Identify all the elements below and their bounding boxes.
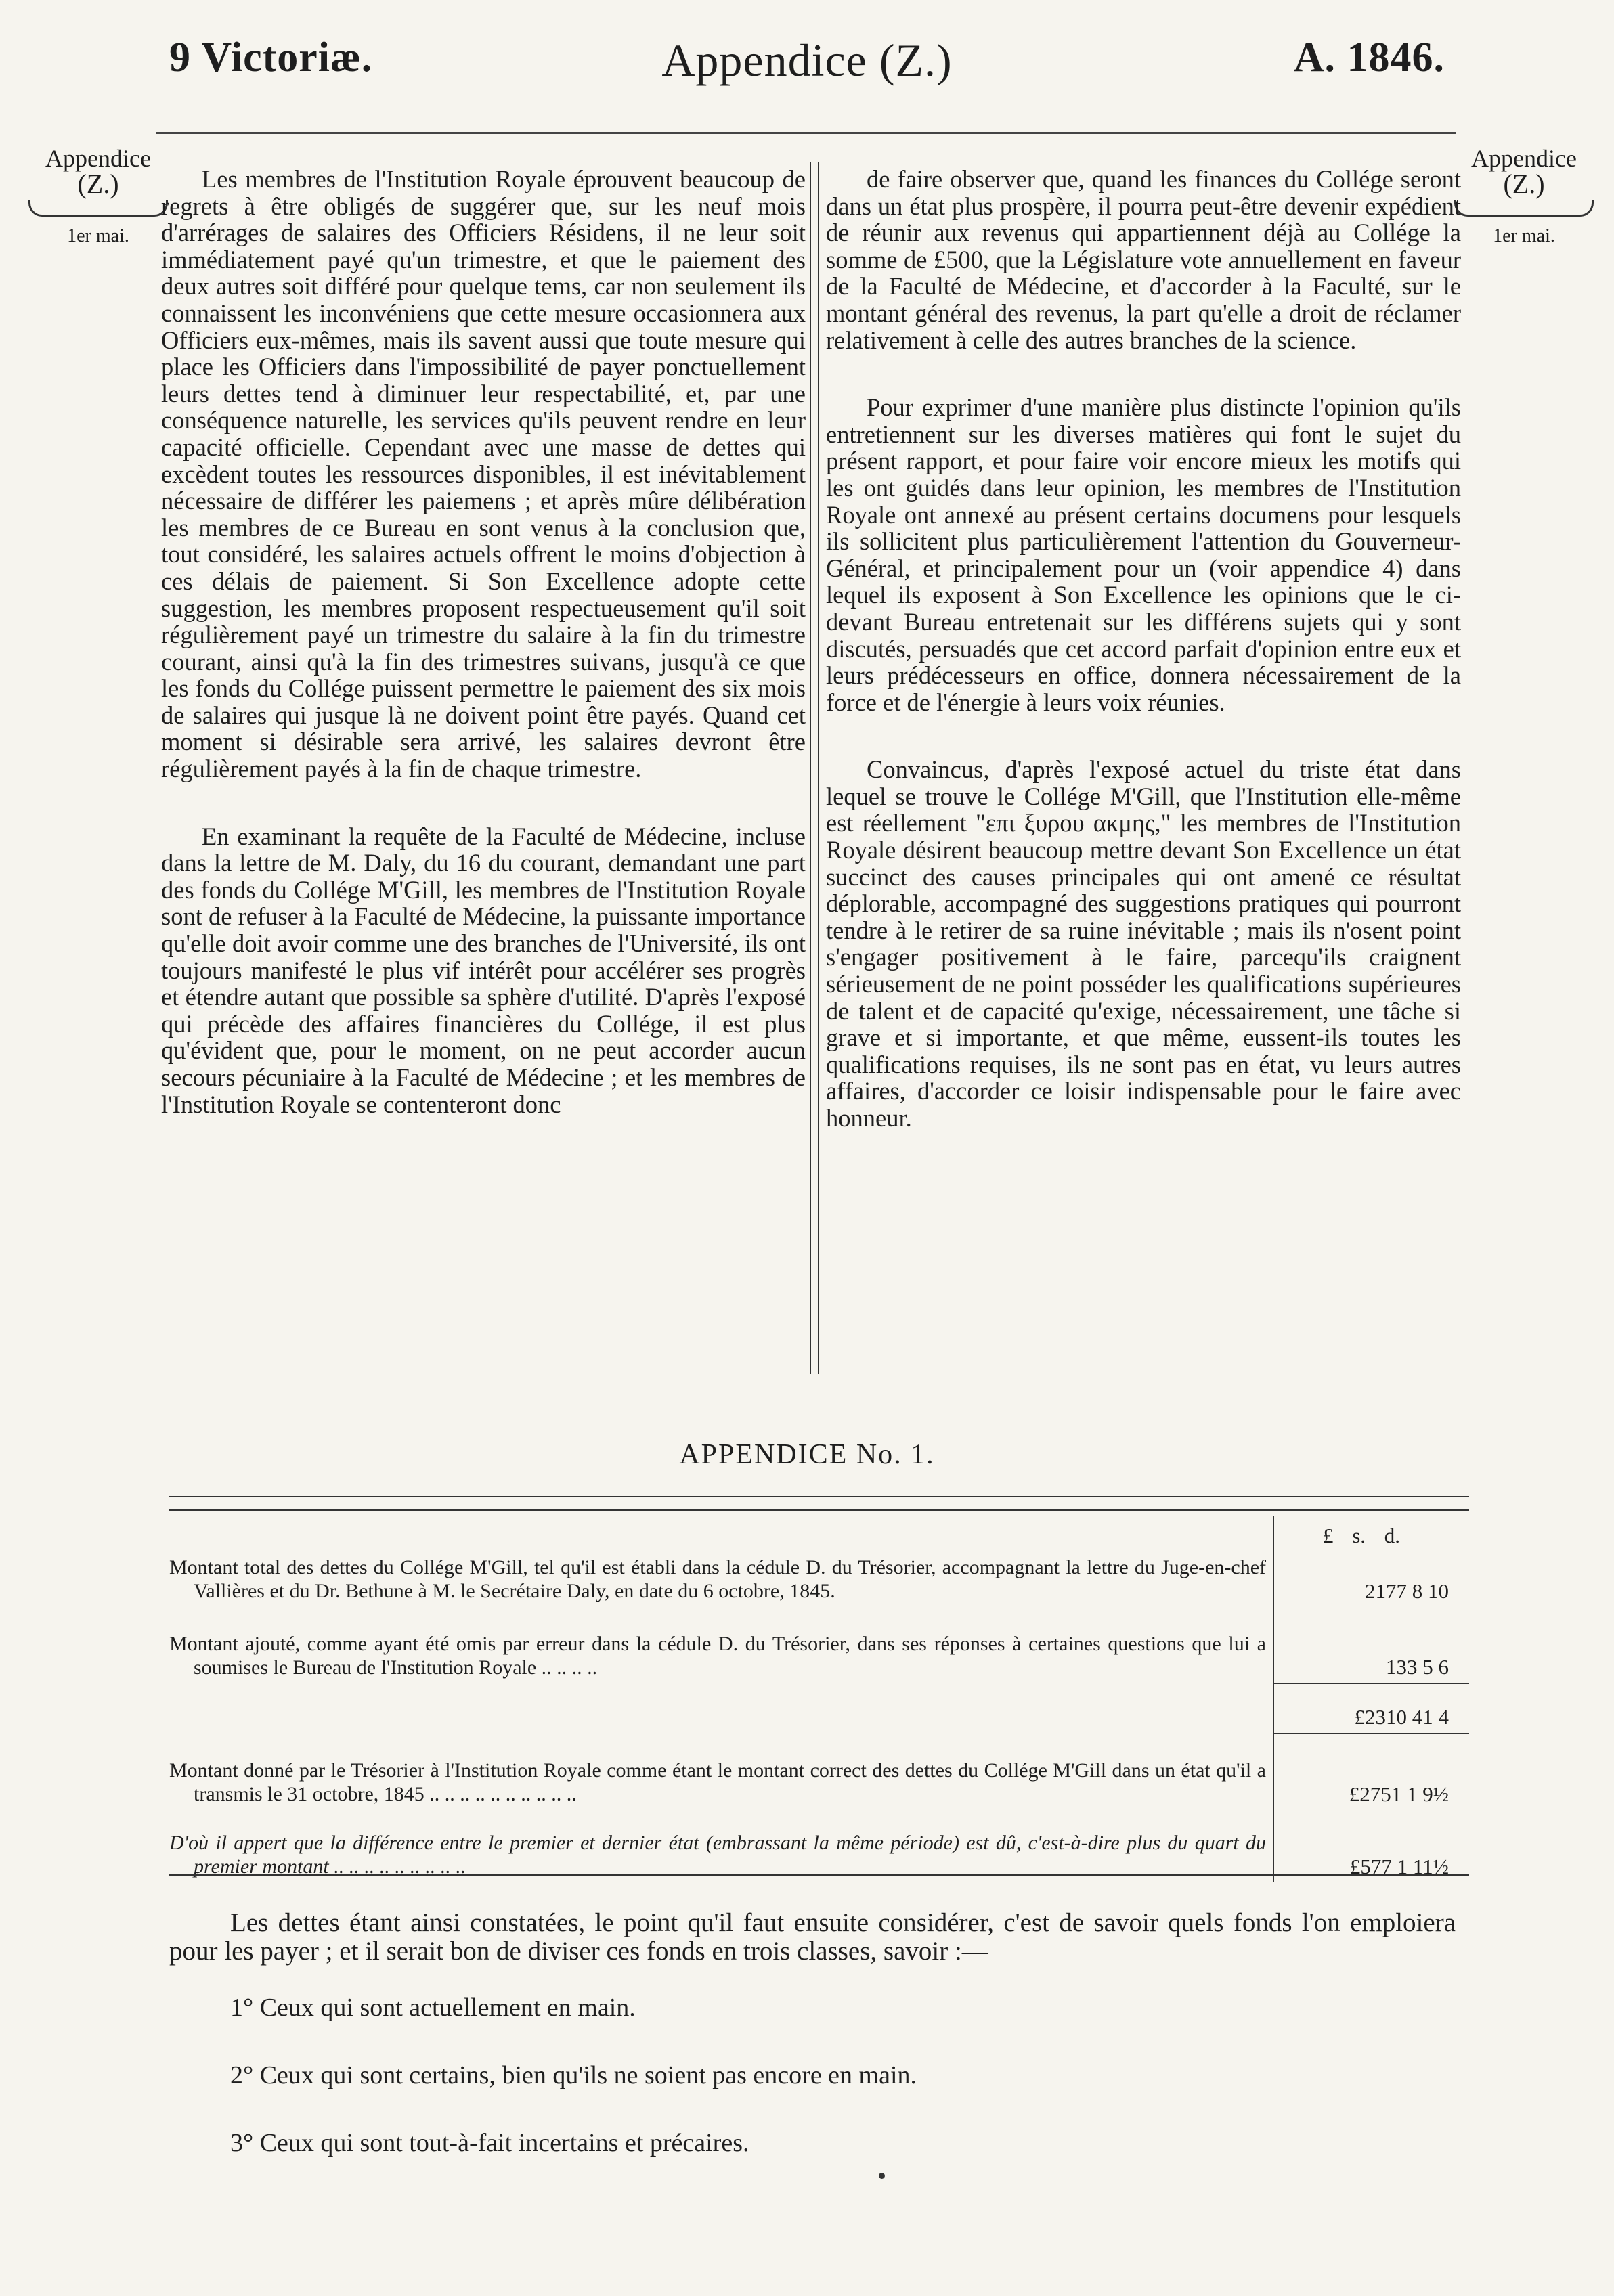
margin-note-left-title: Appendice xyxy=(45,145,151,172)
table-row xyxy=(169,1607,1469,1683)
closing-paragraph: Les dettes étant ainsi constatées, le point qu'il faut ensuite considérer, c'est de savoir quels fonds l'on emploiera pour les payer ; et il serait bon de diviser ces fonds en trois classes, savoir :— xyxy=(169,1908,1456,1966)
row-amount: 133 5 6 xyxy=(1273,1607,1469,1683)
table-row xyxy=(169,1551,1469,1607)
row-amount: £2751 1 9½ xyxy=(1273,1734,1469,1810)
table-row xyxy=(169,1734,1469,1810)
header-year: A. 1846. xyxy=(1293,35,1445,81)
right-paragraph-1: de faire observer que, quand les finances du Collége seront dans un état plus prospère, il pourra peut-être devenir expédient de réunir aux revenus qui appartiennent déjà au Collége la somme de £500, que la Législature vote annuellement en faveur de la Faculté de Médecine, et d'accorder à la Faculté, sur le montant général des revenus, la part qu'elle a droit de réclamer relativement à celle des autres branches de la science. xyxy=(826,165,1461,354)
page-header xyxy=(162,34,1452,95)
header-title: Appendice (Z.) xyxy=(661,35,953,86)
left-paragraph-2: En examinant la requête de la Faculté de Médecine, incluse dans la lettre de M. Daly, du 16 du courant, demandant une part des fonds du Collége M'Gill, les membres de l'Institution Royale sont de refuser à la Faculté de Médecine, la puissante importance qu'elle doit avoir comme une des branches de l'Université, ils ont toujours manifesté le plus vif intérêt pour accélérer ses progrès et étendre autant que possible sa sphère d'utilité. D'après l'exposé qui précède des affaires financières du Collége, il est plus qu'évident que, pour le moment, on ne peut accorder aucun secours pécuniaire à la Faculté de Médecine ; et les membres de l'Institution Royale se contenteront donc xyxy=(161,822,806,1118)
margin-brace-icon xyxy=(28,200,168,217)
debts-table xyxy=(169,1516,1469,1882)
list-item: 3° Ceux qui sont tout-à-fait incertains et précaires. xyxy=(230,2129,749,2157)
margin-brace-icon xyxy=(1454,200,1594,217)
left-paragraph-1: Les membres de l'Institution Royale éprouvent beaucoup de regrets à être obligés de suggérer que, sur les neuf mois d'arrérages de salaires des Officiers Résidens, il ne leur soit immédiatement payé qu'un trimestre, et que le paiement des deux autres soit différé pour quelque tems, car non seulement ils connaissent les inconvéniens que cette mesure occasionnera aux Officiers eux-mêmes, mais ils savent aussi que toute mesure qui place les Officiers dans l'impossibilité de payer ponctuellement leurs dettes tend à diminuer leur respectabilité, et, par une conséquence naturelle, les services qu'ils peuvent rendre en leur capacité officielle. Cependant avec une masse de dettes qui excèdent toutes les ressources disponibles, il est inévitablement nécessaire de différer les paiemens ; et après mûre délibération les membres de ce Bureau en sont venus à la conclusion que, tout considéré, les salaires actuels offrent le moins d'objection à ces délais de paiement. Si Son Excellence adopte cette suggestion, les membres proposent respectueusement qu'il soit régulièrement payé un trimestre du salaire à la fin du trimestre courant, ainsi qu'à la fin des trimestres suivans, jusqu'à ce que les fonds du Collége puissent permettre le paiement des six mois de salaires qui jusque là ne doivent point être payés. Quand cet moment si désirable sera arrivé, les salaires devront être régulièrement payés à la fin de chaque trimestre. xyxy=(161,165,806,783)
table-row xyxy=(169,1516,1469,1551)
right-column xyxy=(826,166,1461,1132)
margin-note-right xyxy=(1446,146,1602,249)
table-row xyxy=(169,1683,1469,1734)
margin-note-right-date: 1er mai. xyxy=(1493,225,1555,246)
row-amount: 2177 8 10 xyxy=(1273,1551,1469,1607)
column-divider xyxy=(810,162,819,1374)
right-paragraph-2: Pour exprimer d'une manière plus distincte l'opinion qu'ils entretiennent sur les diverses matières qui font le sujet du présent rapport, et pour faire voir encore mieux les motifs qui les ont guidés dans leur opinion, les membres de l'Institution Royale ont annexé au présent certains documens pour lesquels ils sollicitent plus particulièrement l'attention du Gouverneur-Général, et principalement pour un (voir appendice 4) dans lequel ils exposent à Son Excellence les opinions que le ci-devant Bureau entretenait sur les différens sujets qui y sont discutés, persuadés que cet accord parfait d'opinion entre eux et leurs prédécesseurs en office, donnera nécessairement de la force et de l'énergie à leurs voix réunies. xyxy=(826,393,1461,716)
row-description: D'où il appert que la différence entre le premier et dernier état (embrassant la même période) est dû, c'est-à-dire plus du quart du premier montant .. .. .. .. .. .. .. .. .. xyxy=(169,1832,1266,1878)
fund-classes-list xyxy=(230,1993,1381,2196)
pence-header: d. xyxy=(1384,1524,1401,1547)
appendix-rule xyxy=(169,1509,1469,1511)
shillings-header: s. xyxy=(1352,1524,1366,1547)
header-rule xyxy=(156,132,1456,134)
list-item: 2° Ceux qui sont certains, bien qu'ils ne soient pas encore en main. xyxy=(230,2061,917,2090)
margin-note-right-title: Appendice xyxy=(1471,145,1577,172)
ink-dot-icon xyxy=(879,2173,885,2179)
table-bottom-rule xyxy=(169,1874,1469,1876)
margin-note-left-letter: (Z.) xyxy=(77,169,119,199)
margin-note-left-date: 1er mai. xyxy=(67,225,129,246)
margin-note-left xyxy=(20,146,176,249)
left-column xyxy=(161,166,806,1118)
currency-header xyxy=(1273,1516,1469,1551)
appendix-title: APPENDICE No. 1. xyxy=(679,1439,935,1470)
header-session: 9 Victoriæ. xyxy=(169,35,373,81)
appendix-rule xyxy=(169,1496,1469,1497)
table-row xyxy=(169,1810,1469,1882)
list-item: 1° Ceux qui sont actuellement en main. xyxy=(230,1993,636,2022)
row-description: Montant total des dettes du Collége M'Gill, tel qu'il est établi dans la cédule D. du Trésorier, accompagnant la lettre du Juge-en-chef Vallières et du Dr. Bethune à M. le Secrétaire Daly, en date du 6 octobre, 1845. xyxy=(169,1556,1266,1602)
row-description: Montant donné par le Trésorier à l'Institution Royale comme étant le montant correct des dettes du Collége M'Gill dans un état qu'il a transmis le 31 octobre, 1845 .. .. .. .. .. .. .. .. .. .. xyxy=(169,1759,1266,1805)
right-paragraph-3: Convaincus, d'après l'exposé actuel du triste état dans lequel se trouve le Collége M'Gill, que l'Institution elle-même est réellement "επι ξυρου ακμης," les membres de l'Institution Royale désirent beaucoup mettre devant Son Excellence un état succinct des causes principales qui ont amené ce résultat déplorable, accompagné des suggestions pratiques qui pourront tendre à le retirer de sa ruine inévitable ; mais ils n'osent point s'engager positivement à le faire, parcequ'ils craignent sérieusement de ne point posséder les qualifications supérieures de talent et de capacité qu'exige, nécessairement, une tâche si grave et si importante, et que même, eussent-ils toutes les qualifications requises, ils ne sont pas en état, vu leurs autres affaires, d'accorder ce loisir indispensable pour le faire avec honneur. xyxy=(826,755,1461,1132)
row-subtotal: £2310 41 4 xyxy=(1273,1683,1469,1734)
pounds-header: £ xyxy=(1322,1524,1334,1547)
margin-note-right-letter: (Z.) xyxy=(1503,169,1545,199)
row-amount: £577 1 11½ xyxy=(1273,1810,1469,1882)
row-description: Montant ajouté, comme ayant été omis par erreur dans la cédule D. du Trésorier, dans ses réponses à certaines questions que lui a soumises le Bureau de l'Institution Royale .. .. .. .. xyxy=(169,1633,1266,1679)
